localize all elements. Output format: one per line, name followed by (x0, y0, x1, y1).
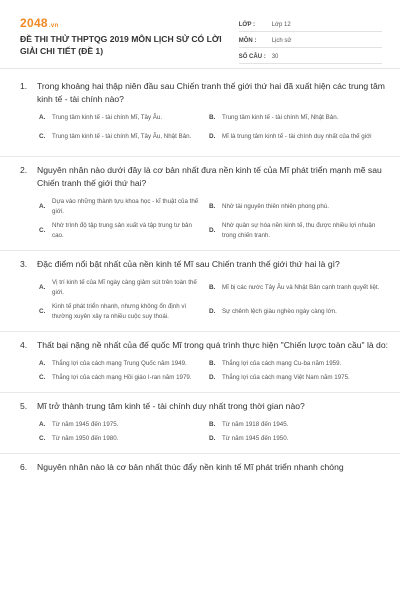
answer-options (39, 418, 388, 446)
question-list (20, 80, 388, 474)
question-header (20, 461, 388, 474)
answer-option[interactable] (209, 371, 389, 385)
question-text: Trong khoảng hai thập niên đầu sau Chiến tranh thế giới thứ hai đã xuất hiện các trung tâm kinh tế - tài chính nào? (37, 81, 385, 104)
question-number: 5. (20, 401, 28, 411)
option-text: Từ năm 1945 đến 1975. (52, 421, 119, 428)
option-letter: C. (39, 435, 46, 442)
header-divider (0, 68, 400, 69)
option-letter: C. (39, 308, 46, 315)
answer-option[interactable] (39, 371, 209, 385)
question-text: Đặc điểm nổi bật nhất của nền kinh tế Mĩ sau Chiến tranh thế giới thứ hai là gì? (37, 259, 340, 269)
option-text: Từ năm 1950 đến 1980. (52, 435, 119, 442)
question-item (20, 258, 388, 324)
option-text: Trung tâm kinh tế - tài chính Mĩ, Tây Âu, Nhật Bản. (52, 133, 192, 140)
meta-row-class (239, 16, 382, 32)
meta-row-count (239, 48, 382, 64)
question-header (20, 400, 388, 413)
answer-option[interactable] (39, 125, 209, 149)
question-number: 2. (20, 165, 28, 175)
option-letter: D. (209, 435, 216, 442)
option-letter: A. (39, 114, 46, 121)
option-text: Dựa vào những thành tựu khoa học - kĩ thuật của thế giới. (52, 198, 199, 215)
question-item (20, 461, 388, 474)
meta-row-subject (239, 32, 382, 48)
option-letter: B. (209, 203, 216, 210)
question-text: Mĩ trở thành trung tâm kinh tế - tài chính duy nhất trong thời gian nào? (37, 401, 305, 411)
option-letter: A. (39, 284, 46, 291)
option-letter: C. (39, 133, 46, 140)
option-letter: B. (209, 421, 216, 428)
option-letter: B. (209, 360, 216, 367)
answer-option[interactable] (209, 357, 389, 371)
meta-value: Lớp 12 (271, 22, 291, 28)
answer-option[interactable] (209, 276, 389, 300)
option-letter: B. (209, 114, 216, 121)
logo-text: 2048 (20, 16, 48, 30)
answer-option[interactable] (39, 357, 209, 371)
answer-option[interactable] (39, 219, 209, 243)
question-number: 4. (20, 340, 28, 350)
answer-option[interactable] (209, 432, 389, 446)
question-item (20, 339, 388, 385)
option-letter: B. (209, 284, 216, 291)
answer-option[interactable] (209, 195, 389, 219)
option-text: Nhờ quân sự hóa nền kinh tế, thu được nhiều lợi nhuận trong chiến tranh. (222, 222, 376, 239)
option-text: Thắng lợi của cách mạng Việt Nam năm 1975. (222, 374, 350, 381)
option-text: Trung tâm kinh tế - tài chính Mĩ, Nhật Bản. (222, 114, 339, 121)
option-text: Sự chênh lệch giàu nghèo ngày càng lớn. (222, 308, 337, 315)
option-letter: C. (39, 374, 46, 381)
question-item (20, 164, 388, 243)
answer-option[interactable] (209, 418, 389, 432)
question-header (20, 164, 388, 190)
option-letter: D. (209, 374, 216, 381)
document-title: ĐỀ THI THỬ THPTQG 2019 MÔN LỊCH SỬ CÓ LỜI GIẢI CHI TIẾT (ĐỀ 1) (20, 34, 222, 56)
meta-label: LỚP : (238, 22, 256, 28)
answer-option[interactable] (39, 195, 209, 219)
option-text: Mĩ bị các nước Tây Âu và Nhật Bản cạnh tranh quyết liệt. (222, 284, 380, 291)
site-logo[interactable] (20, 16, 239, 30)
answer-option[interactable] (39, 111, 209, 125)
option-text: Thắng lợi của cách mạng Cu-ba năm 1959. (222, 360, 342, 367)
answer-option[interactable] (39, 300, 209, 324)
option-letter: D. (209, 227, 216, 234)
question-text: Thất bại nặng nề nhất của đế quốc Mĩ trong quá trình thực hiện "Chiến lược toàn cầu" là do: (37, 340, 388, 350)
question-number: 3. (20, 259, 28, 269)
option-text: Thắng lợi của cách mạng Trung Quốc năm 1949. (52, 360, 187, 367)
option-text: Từ năm 1918 đến 1945. (222, 421, 289, 428)
option-letter: A. (39, 360, 46, 367)
option-text: Kinh tế phát triển nhanh, nhưng không ổn định vì thường xuyên xảy ra nhiều cuộc suy thoái. (52, 303, 187, 320)
option-letter: C. (39, 227, 46, 234)
question-text: Nguyên nhân nào là cơ bản nhất thúc đẩy nền kinh tế Mĩ phát triển nhanh chóng (37, 462, 344, 472)
option-text: Nhờ tài nguyên thiên nhiên phong phú. (222, 203, 329, 210)
answer-option[interactable] (39, 418, 209, 432)
question-divider (0, 392, 400, 393)
option-text: Từ năm 1945 đến 1950. (222, 435, 289, 442)
answer-option[interactable] (209, 219, 389, 243)
option-letter: D. (209, 308, 216, 315)
question-divider (0, 453, 400, 454)
answer-option[interactable] (209, 300, 389, 324)
question-divider (0, 331, 400, 332)
answer-options (39, 276, 388, 324)
answer-options (39, 357, 388, 385)
answer-option[interactable] (209, 111, 389, 125)
option-text: Mĩ là trung tâm kinh tế - tài chính duy nhất của thế giới (222, 133, 372, 140)
option-text: Nhờ trình độ tập trung sản xuất và tập trung tư bản cao. (52, 222, 192, 239)
question-divider (0, 156, 400, 157)
question-divider (0, 250, 400, 251)
answer-option[interactable] (209, 125, 389, 149)
option-letter: A. (39, 203, 46, 210)
logo-tld: .vn (48, 23, 59, 29)
option-text: Thắng lợi của cách mạng Hồi giáo I-ran năm 1979. (52, 374, 192, 381)
option-letter: A. (39, 421, 46, 428)
question-header (20, 339, 388, 352)
question-item (20, 80, 388, 149)
meta-label: SỐ CÂU : (238, 54, 266, 60)
answer-option[interactable] (39, 432, 209, 446)
question-number: 6. (20, 462, 28, 472)
answer-options (39, 195, 388, 243)
meta-value: 30 (271, 54, 279, 60)
meta-label: MÔN : (238, 38, 257, 44)
meta-value: Lịch sử (271, 38, 292, 44)
question-text: Nguyên nhân nào dưới đây là cơ bản nhất đưa nền kinh tế của Mĩ phát triển mạnh mẽ sau Chiến tranh thế giới thứ hai? (37, 165, 382, 188)
question-header (20, 80, 388, 106)
option-letter: D. (209, 133, 216, 140)
question-number: 1. (20, 81, 28, 91)
question-item (20, 400, 388, 446)
option-text: Vị trí kinh tế của Mĩ ngày càng giảm sút trên toàn thế giới. (52, 279, 197, 296)
question-header (20, 258, 388, 271)
answer-options (39, 111, 388, 149)
answer-option[interactable] (39, 276, 209, 300)
option-text: Trung tâm kinh tế - tài chính Mĩ, Tây Âu. (52, 114, 163, 121)
